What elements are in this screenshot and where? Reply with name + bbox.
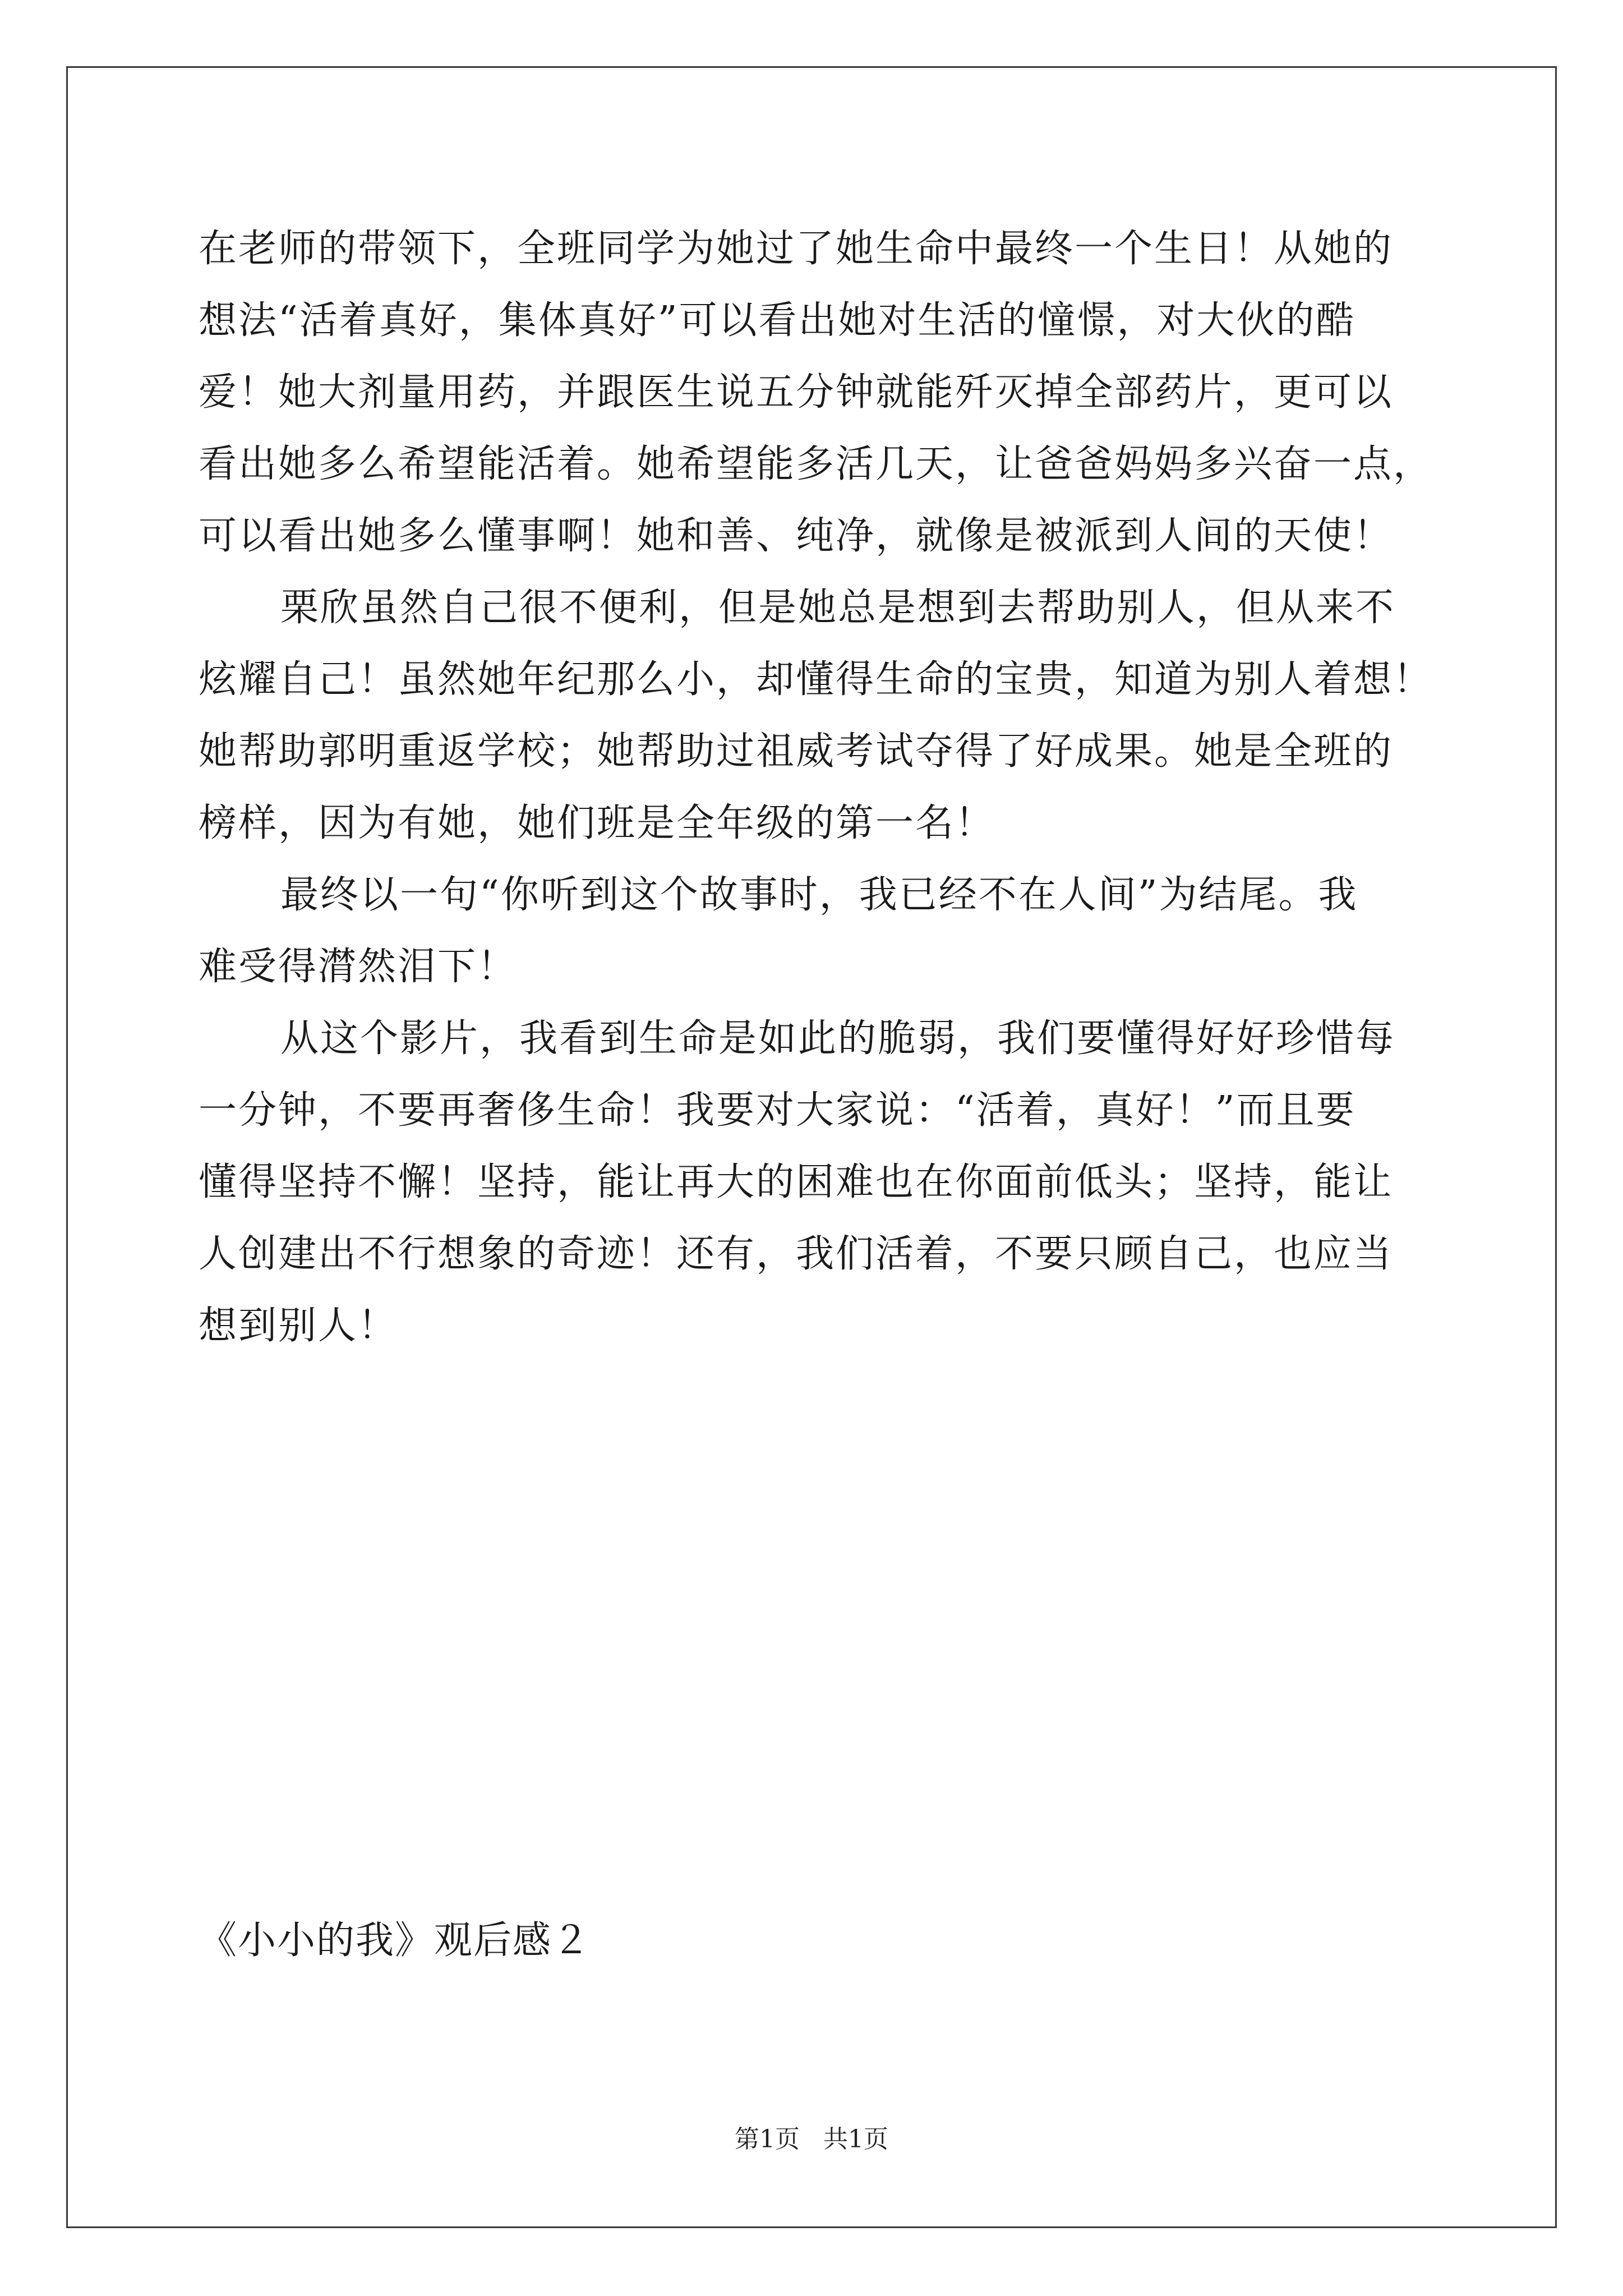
paragraph-line: 在老师的带领下，全班同学为她过了她生命中最终一个生日！从她的 [199, 227, 1394, 271]
paragraph-line: 人创建出不行想象的奇迹！还有，我们活着，不要只顾自己，也应当 [199, 1232, 1394, 1276]
page-number: 第1页 [735, 2125, 800, 2154]
paragraph-line: 最终以一句“你听到这个故事时，我已经不在人间”为结尾。我 [280, 873, 1358, 917]
page-footer [0, 2123, 1623, 2156]
paragraph-line: 看出她多么希望能活着。她希望能多活几天，让爸爸妈妈多兴奋一点， [199, 442, 1433, 486]
paragraph-line: 想法“活着真好，集体真好”可以看出她对生活的憧憬，对大伙的酷 [199, 298, 1356, 343]
paragraph-line: 想到别人！ [199, 1304, 398, 1348]
paragraph-line: 栗欣虽然自己很不便利，但是她总是想到去帮助别人，但从来不 [280, 586, 1396, 630]
paragraph-line: 炫耀自己！虽然她年纪那么小，却懂得生命的宝贵，知道为别人着想！ [199, 657, 1433, 702]
paragraph-line: 爱！她大剂量用药，并跟医生说五分钟就能歼灭掉全部药片，更可以 [199, 370, 1394, 415]
document-body [199, 213, 1432, 1362]
section-heading: 《小小的我》观后感２ [199, 1918, 592, 1963]
paragraph-line: 懂得坚持不懈！坚持，能让再大的困难也在你面前低头；坚持，能让 [199, 1160, 1394, 1204]
paragraph-line: 可以看出她多么懂事啊！她和善、纯净，就像是被派到人间的天使！ [199, 514, 1394, 558]
paragraph-line: 榜样，因为有她，她们班是全年级的第一名！ [199, 801, 995, 845]
paragraph-line: 从这个影片，我看到生命是如此的脆弱，我们要懂得好好珍惜每 [280, 1016, 1396, 1061]
paragraph-line: 难受得潸然泪下！ [199, 945, 518, 989]
page-total: 共1页 [823, 2125, 888, 2154]
paragraph-line: 一分钟，不要再奢侈生命！我要对大家说：“活着，真好！”而且要 [199, 1088, 1356, 1133]
paragraph-line: 她帮助郭明重返学校；她帮助过祖威考试夺得了好成果。她是全班的 [199, 729, 1394, 774]
